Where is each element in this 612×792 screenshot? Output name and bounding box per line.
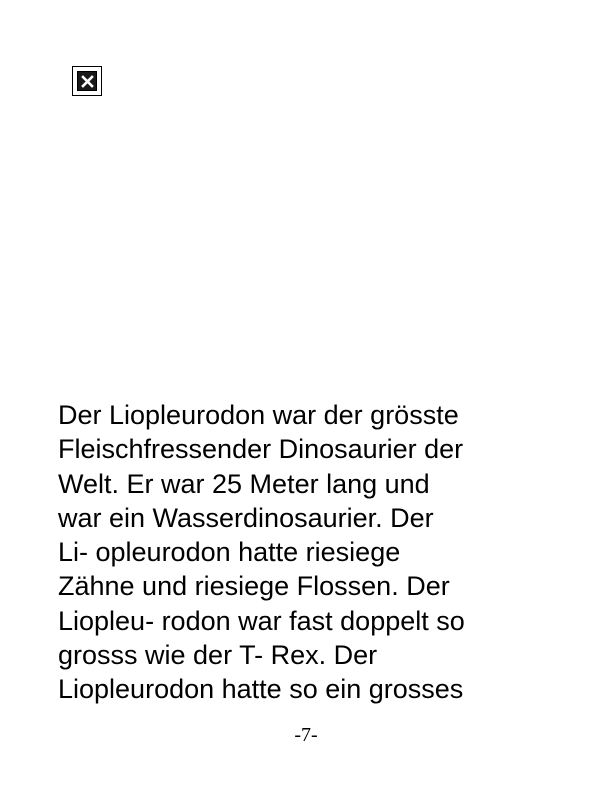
text-line: Liopleurodon hatte so ein grosses [58, 674, 464, 705]
text-line: grosss wie der T- Rex. Der [58, 640, 378, 671]
broken-image-icon [72, 66, 102, 96]
text-line: Fleischfressender Dinosaurier der [58, 434, 464, 465]
text-line: war ein Wasserdinosaurier. Der [58, 502, 434, 533]
close-cross-icon [73, 67, 103, 97]
text-line: Zähne und riesiege Flossen. Der [58, 571, 450, 602]
text-line: Der Liopleurodon war der grösste [58, 400, 459, 430]
text-line: Liopleu- rodon war fast doppelt so [58, 605, 465, 636]
text-line: Welt. Er war 25 Meter lang und [58, 468, 430, 499]
text-line: Li- opleurodon hatte riesiege [58, 537, 401, 568]
page-number: -7- [294, 724, 318, 746]
body-paragraph [58, 398, 558, 707]
